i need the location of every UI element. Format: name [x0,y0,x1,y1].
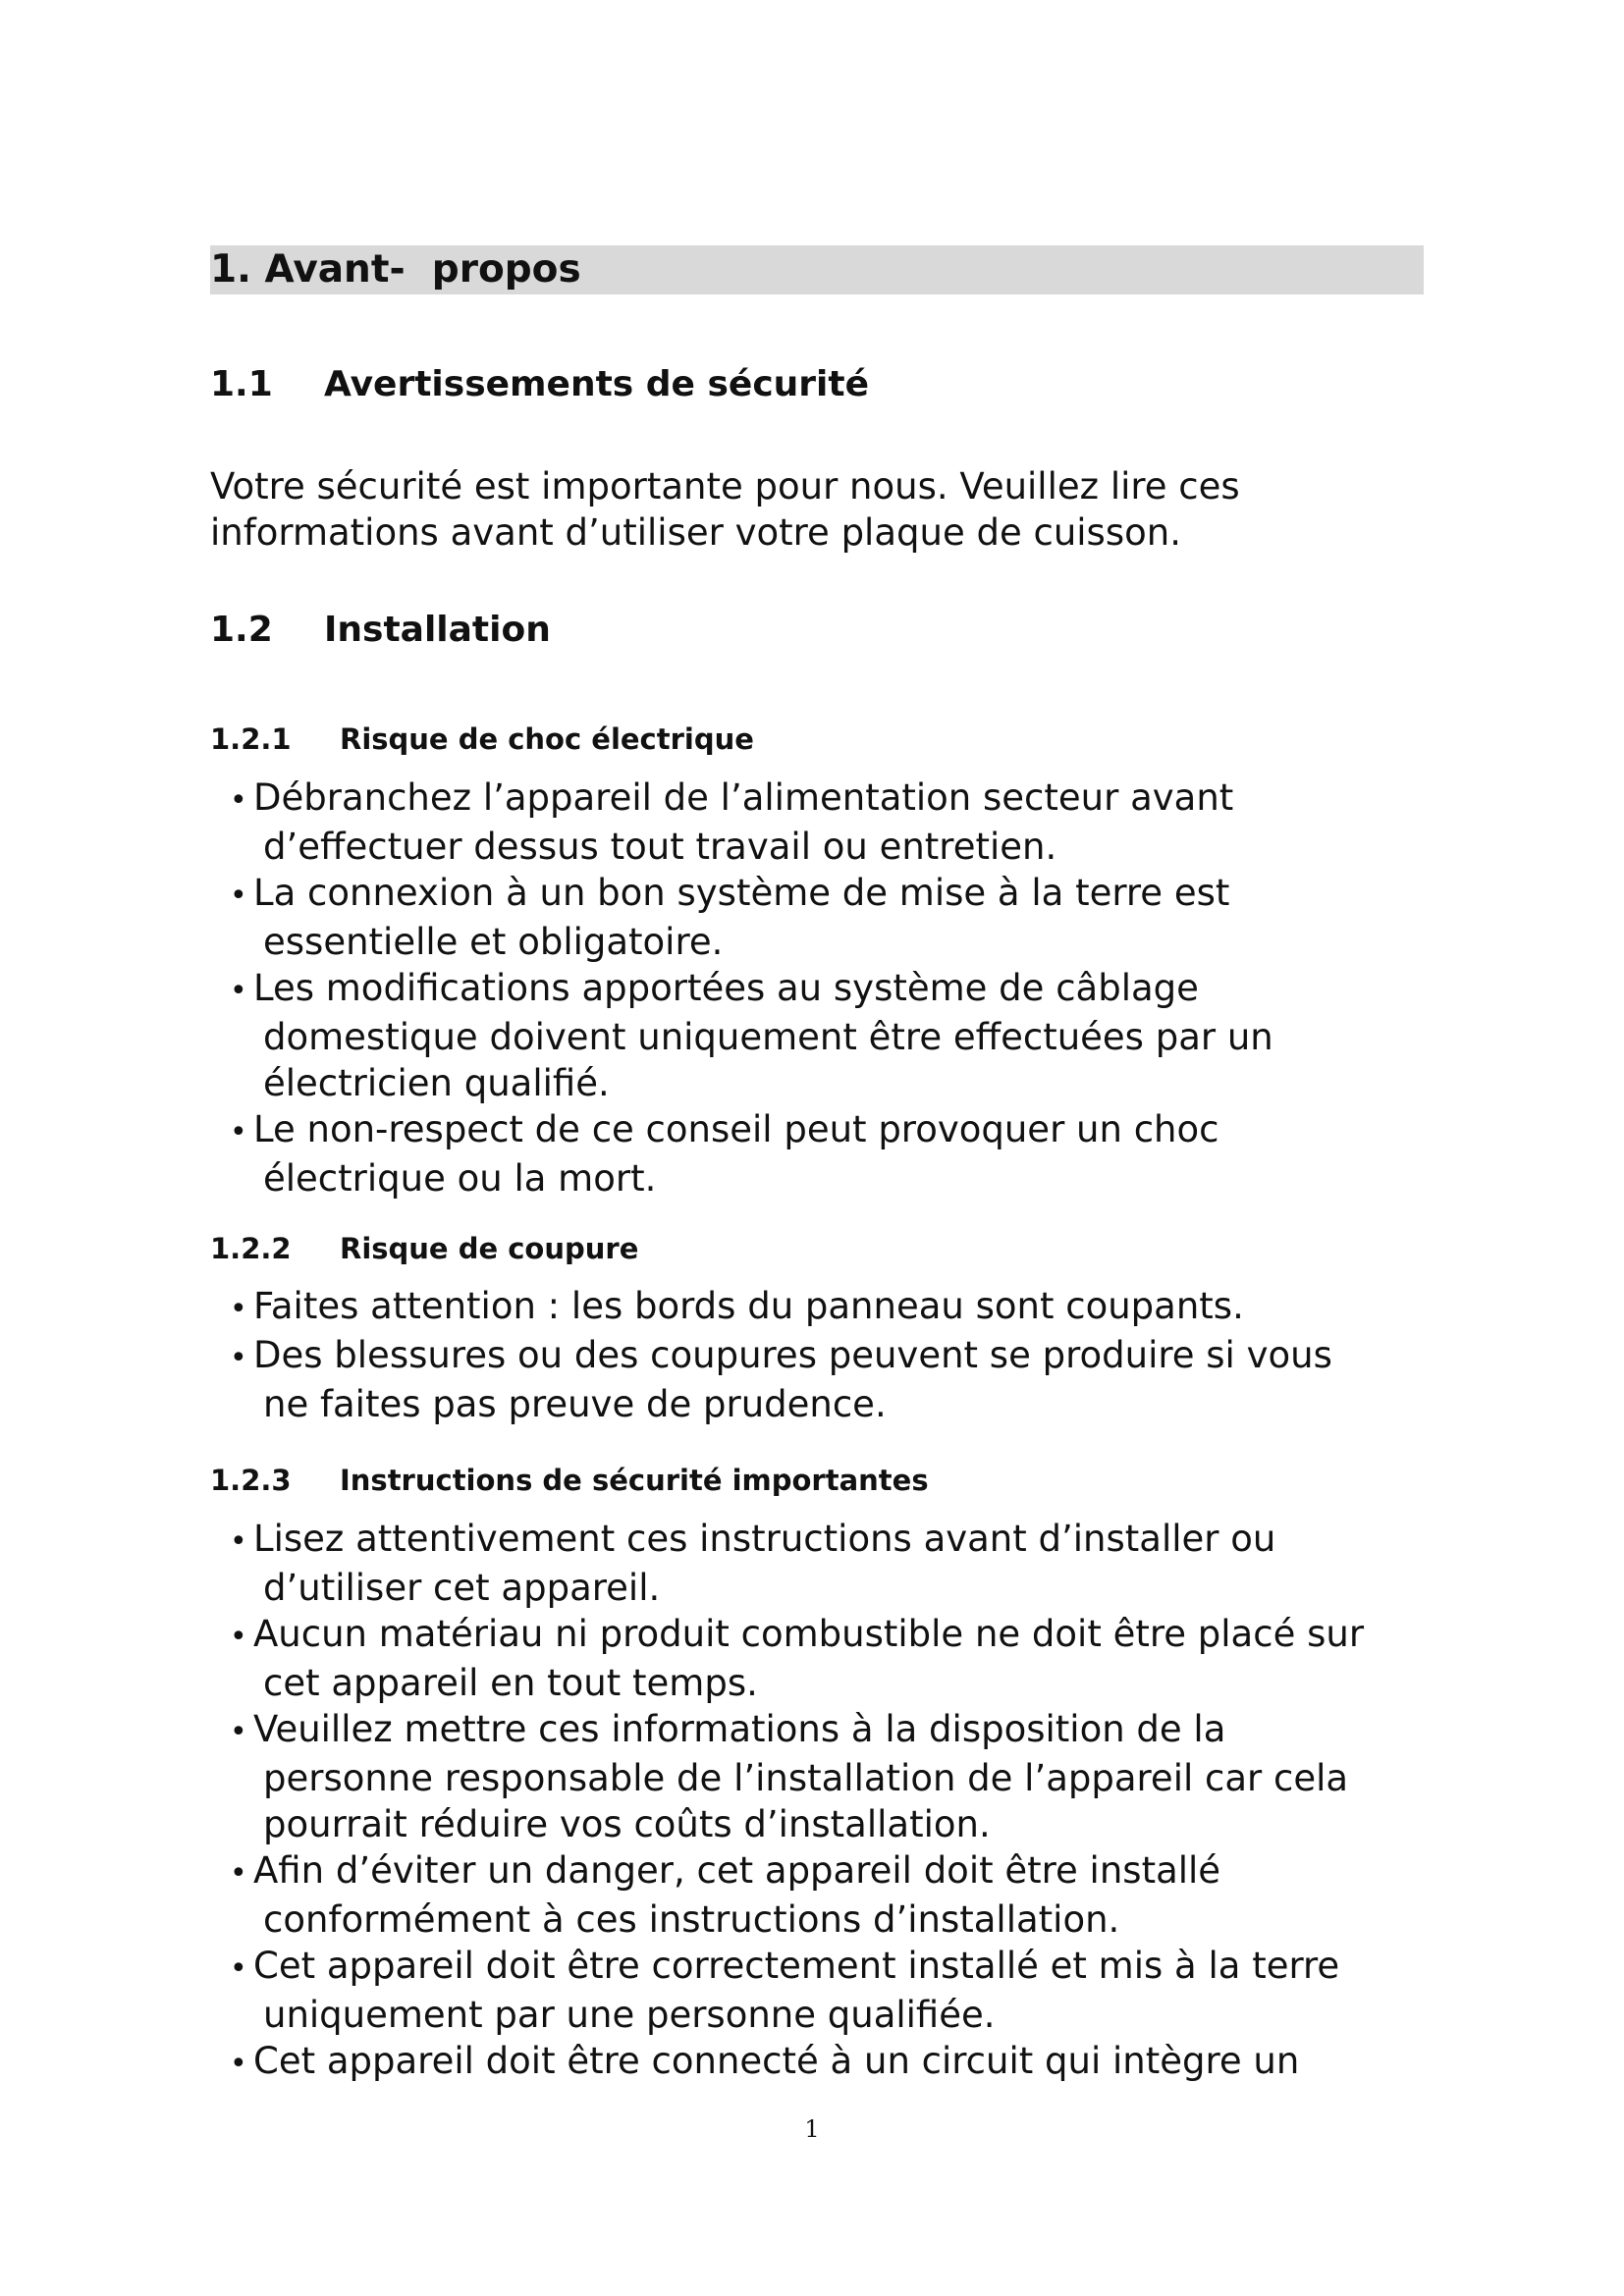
subsection-heading-1-2-1 [210,721,754,757]
bullet-icon: • [230,1620,247,1654]
list-item-text: Cet appareil doit être correctement installé et mis à la terre uniquement par une personne qualifiée. [253,1945,1340,2036]
list-item [210,1706,1437,1847]
list-risque-coupure [210,1283,1437,1427]
list-item [210,1611,1437,1706]
bullet-icon: • [230,1951,247,1986]
section-title: Avertissements de sécurité [324,364,870,404]
subsection-title: Risque de coupure [340,1232,639,1265]
bullet-icon: • [230,1715,247,1749]
list-item [210,870,1437,965]
subsection-title: Instructions de sécurité importantes [340,1464,929,1497]
subsection-title: Risque de choc électrique [340,722,754,756]
list-item [210,1106,1437,1201]
list-item [210,1332,1437,1427]
list-item [210,774,1437,870]
bullet-icon: • [230,879,247,913]
bullet-icon: • [230,1115,247,1149]
list-item-text: Le non-respect de ce conseil peut provoquer un choc électrique ou la mort. [253,1108,1219,1200]
list-item-text: Afin d’éviter un danger, cet appareil doit être installé conformément à ces instructions d’installation. [253,1849,1221,1941]
subsection-number: 1.2.3 [210,1464,292,1497]
subsection-number: 1.2.1 [210,722,292,756]
list-item-text: Lisez attentivement ces instructions avant d’installer ou d’utiliser cet appareil. [253,1518,1276,1609]
list-risque-choc [210,774,1437,1201]
section-heading-1-1 [210,363,869,406]
subsection-number: 1.2.2 [210,1232,292,1265]
list-item-text: La connexion à un bon système de mise à la terre est essentielle et obligatoire. [253,872,1230,963]
list-item [210,965,1437,1106]
bullet-icon: • [230,974,247,1008]
intro-paragraph: Votre sécurité est importante pour nous. Veuillez lire ces informations avant d’utiliser votre plaque de cuisson. [210,465,1240,554]
bullet-icon: • [230,783,247,818]
list-item-text: Veuillez mettre ces informations à la disposition de la personne responsable de l’installation de l’appareil car cela pourrait réduire vos coûts d’installation. [253,1708,1349,1845]
list-item-text: Débranchez l’appareil de l’alimentation secteur avant d’effectuer dessus tout travail ou entretien. [253,776,1234,868]
subsection-heading-1-2-3 [210,1463,929,1498]
bullet-icon: • [230,1524,247,1559]
list-item [210,2038,1437,2087]
section-number: 1.2 [210,610,273,650]
bullet-icon: • [230,2047,247,2081]
list-item [210,1516,1437,1611]
list-item-text: Cet appareil doit être connecté à un circuit qui intègre un [253,2040,1300,2082]
list-item [210,1283,1437,1332]
list-item-text: Aucun matériau ni produit combustible ne doit être placé sur cet appareil en tout temps. [253,1613,1365,1704]
section-number: 1.1 [210,364,273,404]
section-title: Installation [324,610,551,650]
list-item-text: Des blessures ou des coupures peuvent se produire si vous ne faites pas preuve de prudence. [253,1334,1332,1425]
bullet-icon: • [230,1292,247,1326]
list-item [210,1943,1437,2038]
list-item-text: Faites attention : les bords du panneau sont coupants. [253,1285,1244,1327]
subsection-heading-1-2-2 [210,1231,638,1266]
list-instructions-securite [210,1516,1437,2087]
bullet-icon: • [230,1856,247,1891]
list-item [210,1847,1437,1943]
list-item-text: Les modifications apportées au système de câblage domestique doivent uniquement être effectuées par un électricien qualifié. [253,967,1273,1104]
chapter-title: 1. Avant- propos [210,245,1424,294]
bullet-icon: • [230,1341,247,1375]
section-heading-1-2 [210,609,551,652]
page-number: 1 [804,2115,820,2143]
